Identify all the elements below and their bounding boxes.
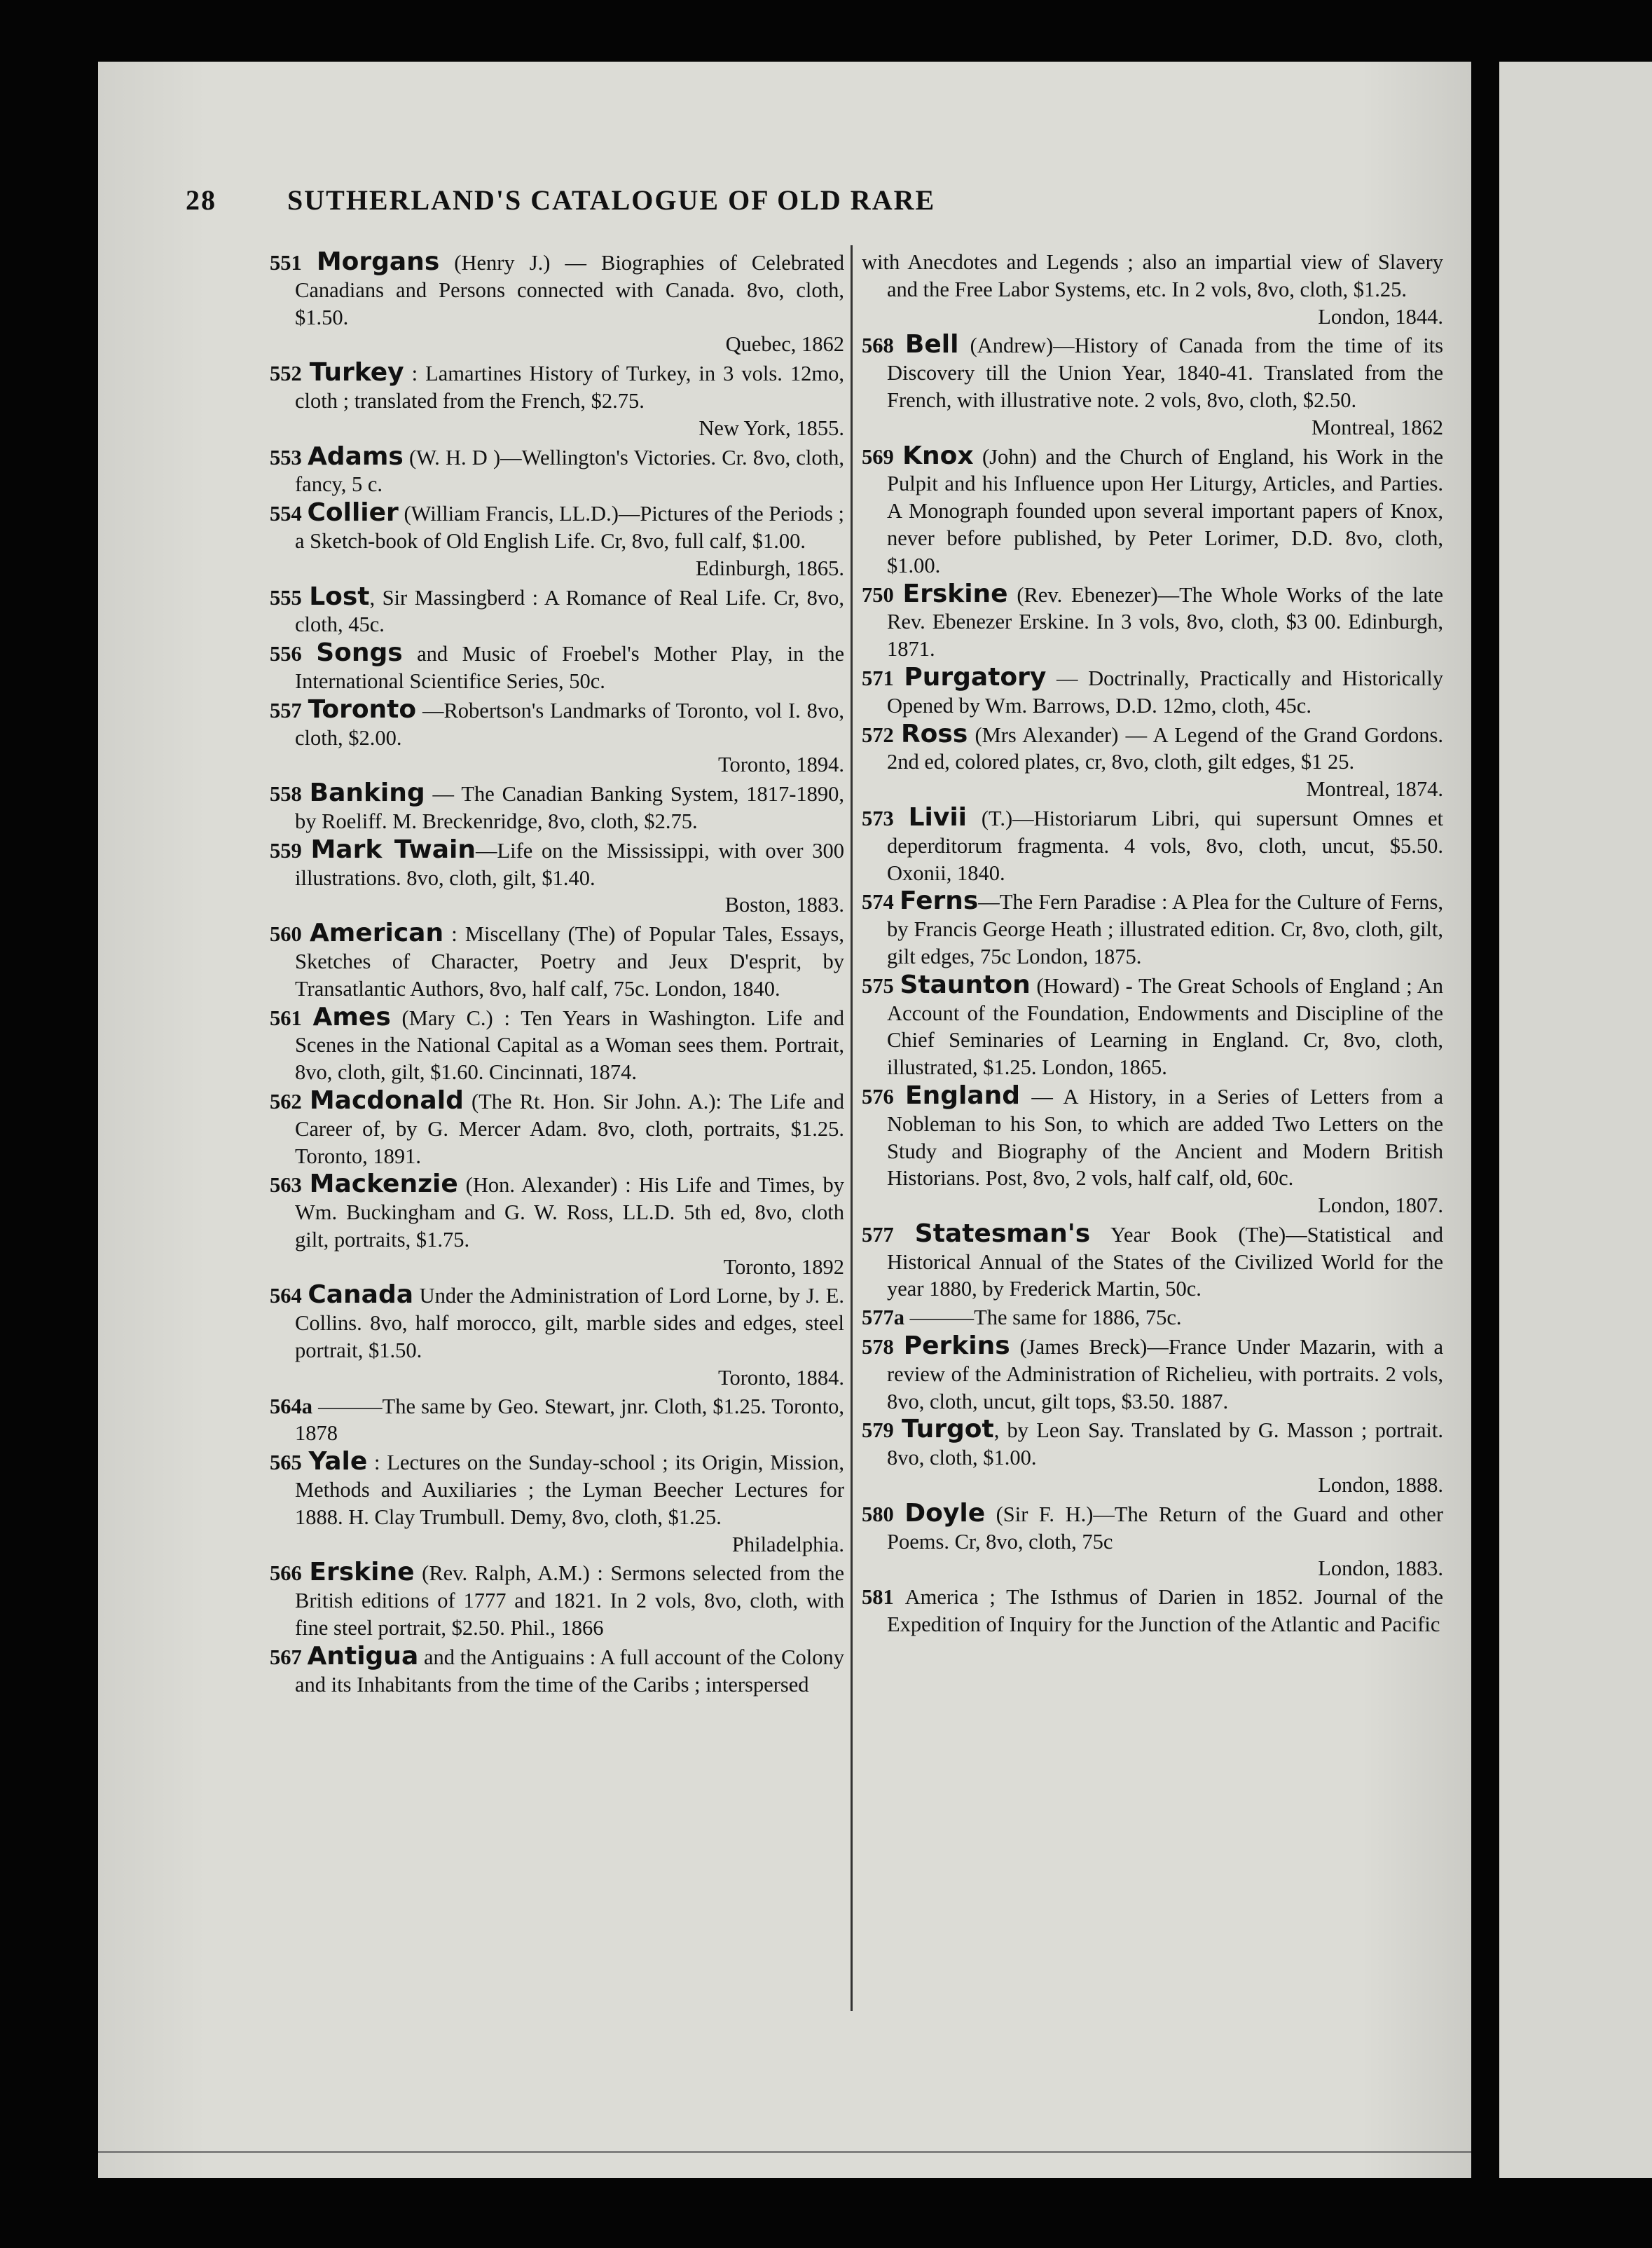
entry-description: (Sir F. H.)—The Return of the Guard and other Poems. Cr, 8vo, cloth, 75c: [887, 1502, 1444, 1554]
catalogue-entry: [270, 1282, 844, 1391]
entry-number: 562: [270, 1089, 310, 1113]
entry-keyword: Mark Twain: [310, 835, 476, 864]
entry-description: Under the Administration of Lord Lorne, by J. E. Collins. 8vo, half morocco, gilt, marble sides and edges, steel portrait, $1.50.: [295, 1284, 844, 1363]
entry-number: 566: [270, 1561, 310, 1586]
catalogue-entry: [270, 694, 844, 779]
catalogue-entry: [270, 1004, 844, 1086]
page-header: [186, 184, 1279, 219]
entry-number: 557: [270, 698, 308, 722]
entry-number: 578: [862, 1335, 904, 1359]
entry-keyword: Turkey: [309, 358, 404, 388]
entry-description: (Andrew)—History of Canada from the time of its Discovery till the Union Year, 1840-41. Translated from the French, with illustrative note. 2 vols, 8vo, cloth, $2.50.: [887, 334, 1444, 412]
entry-number: 581: [862, 1585, 905, 1610]
entry-description: , Sir Massingberd : A Romance of Real Life. Cr, 8vo, cloth, 45c.: [295, 585, 845, 637]
catalogue-entry: [862, 1221, 1443, 1303]
entry-description: —The Fern Paradise : A Plea for the Culture of Ferns, by Francis George Heath ; illustrated edition. Cr, 8vo, cloth, gilt, gilt edges, 75c London, 1875.: [887, 890, 1443, 968]
entry-keyword: Lost: [309, 582, 370, 611]
entry-number: 579: [862, 1418, 902, 1443]
entry-keyword: Antigua: [307, 1641, 419, 1671]
entry-place-date: Montreal, 1874.: [1306, 777, 1443, 802]
entry-keyword: Knox: [902, 441, 974, 470]
entry-number: 568: [862, 334, 905, 358]
catalogue-entry: [270, 1085, 844, 1170]
entry-description: (Henry J.) — Biographies of Celebrated Canadians and Persons connected with Canada. 8vo, cloth, $1.50.: [295, 251, 844, 329]
catalogue-entry: [270, 1559, 844, 1641]
entry-description: (William Francis, LL.D.)—Pictures of the Periods ; a Sketch-book of Old English Life. Cr, 8vo, full calf, $1.00.: [295, 502, 845, 553]
entry-description: (Howard) - The Great Schools of England ; An Account of the Foundation, Endowments and Discipline of the Chief Seminaries of Learning in England. Cr, 8vo, cloth, illustrated, $1.25. London, 1865.: [887, 973, 1444, 1080]
entry-keyword: Erskine: [309, 1558, 415, 1587]
catalogue-entry: [862, 721, 1443, 803]
entry-keyword: American: [309, 919, 444, 948]
entry-number: 569: [862, 444, 903, 469]
catalogue-entry: [862, 804, 1443, 886]
entry-place-date: Montreal, 1862: [1311, 415, 1443, 439]
entry-description: ———The same by Geo. Stewart, jnr. Cloth, $1.25. Toronto, 1878: [295, 1394, 844, 1446]
catalogue-entry: [862, 1333, 1443, 1415]
entry-keyword: Canada: [308, 1280, 414, 1310]
entry-keyword: Toronto: [308, 694, 417, 724]
catalogue-entry: [862, 331, 1443, 441]
entry-number: 574: [862, 890, 900, 914]
entry-keyword: Bell: [904, 330, 959, 359]
catalogue-entry: [270, 441, 844, 499]
entry-description: (W. H. D )—Wellington's Victories. Cr. 8vo, cloth, fancy, 5 c.: [295, 445, 844, 497]
entry-description: —Robertson's Landmarks of Toronto, vol I. 8vo, cloth, $2.00.: [295, 698, 844, 750]
entry-place-date: Toronto, 1894.: [717, 753, 844, 777]
adjacent-page-edge: [1499, 62, 1652, 2178]
entry-description: : Miscellany (The) of Popular Tales, Essays, Sketches of Character, Poetry and Jeux D'esprit, by Transatlantic Authors, 8vo, half calf, 75c. London, 1840.: [295, 922, 844, 1001]
entry-keyword: Statesman's: [914, 1219, 1091, 1248]
entry-keyword: Doyle: [904, 1498, 986, 1528]
entry-number: 577a: [862, 1305, 910, 1330]
entry-keyword: Adams: [307, 441, 404, 471]
entry-description: and the Antiguains : A full account of the Colony and its Inhabitants from the time of the Caribs ; interspersed: [295, 1645, 845, 1697]
entry-description: with Anecdotes and Legends ; also an impartial view of Slavery and the Free Labor Systems, etc. In 2 vols, 8vo, cloth, $1.25.: [862, 250, 1443, 301]
entry-description: : Lectures on the Sunday-school ; its Origin, Mission, Methods and Auxiliaries ; the Lyman Beecher Lectures for 1888. H. Clay Trumbull. Demy, 8vo, cloth, $1.25.: [295, 1451, 844, 1529]
catalogue-entry: [270, 1448, 844, 1558]
catalogue-entry: [270, 500, 844, 582]
entry-description: (Mary C.) : Ten Years in Washington. Life and Scenes in the National Capital as a Woman sees them. Portrait, 8vo, cloth, gilt, $1.60. Cincinnati, 1874.: [295, 1006, 844, 1085]
catalogue-entry: [270, 584, 844, 639]
entry-keyword: Collier: [307, 498, 399, 528]
entry-description: — Doctrinally, Practically and Historically Opened by Wm. Barrows, D.D. 12mo, cloth, 45c.: [887, 666, 1443, 718]
entry-place-date: London, 1807.: [1318, 1193, 1443, 1218]
entry-number: 559: [270, 838, 311, 863]
entry-number: 580: [862, 1502, 905, 1526]
catalogue-entry: [862, 249, 1443, 330]
middle-column: [862, 249, 1443, 1640]
catalogue-entry: [270, 640, 844, 695]
entry-keyword: Livii: [908, 802, 968, 832]
entry-description: America ; The Isthmus of Darien in 1852. Journal of the Expedition of Inquiry for the Junction of the Atlantic and Pacific: [887, 1585, 1444, 1637]
catalogue-entry: [862, 972, 1443, 1081]
entry-place-date: Philadelphia.: [731, 1532, 844, 1556]
entry-description: (James Breck)—France Under Mazarin, with a review of the Administration of Richelieu, with portraits. 2 vols, 8vo, cloth, uncut, gilt tops, $3.50. 1887.: [887, 1335, 1443, 1413]
entry-number: 571: [862, 666, 904, 690]
entry-description: —Life on the Mississippi, with over 300 illustrations. 8vo, cloth, gilt, $1.40.: [295, 838, 845, 890]
entry-description: — A History, in a Series of Letters from a Nobleman to his Son, to which are added Two Letters on the Study and Biography of the Ancient and Modern British Historians. Post, 8vo, 2 vols, half calf, old, 60c.: [887, 1084, 1444, 1191]
entry-description: , by Leon Say. Translated by G. Masson ; portrait. 8vo, cloth, $1.00.: [887, 1418, 1443, 1470]
catalogue-entry: [270, 837, 844, 919]
entry-keyword: Ames: [312, 1002, 391, 1032]
catalogue-entry: [862, 443, 1443, 580]
entry-description: : Lamartines History of Turkey, in 3 vols. 12mo, cloth ; translated from the French, $2.75.: [295, 362, 845, 413]
entry-number: 561: [270, 1006, 313, 1030]
entry-keyword: Macdonald: [309, 1085, 464, 1115]
entry-number: 560: [270, 922, 310, 947]
entry-keyword: Perkins: [903, 1331, 1010, 1361]
catalogue-entry: [862, 581, 1443, 663]
entry-number: 556: [270, 642, 317, 666]
entry-number: 555: [270, 585, 310, 610]
entry-number: 552: [270, 362, 310, 386]
catalogue-entry: [270, 920, 844, 1002]
entry-description: — The Canadian Banking System, 1817-1890, by Roeliff. M. Breckenridge, 8vo, cloth, $2.75.: [295, 782, 845, 833]
entry-number: 564a: [270, 1394, 319, 1418]
entry-place-date: London, 1883.: [1318, 1556, 1443, 1581]
catalogue-entry: [862, 1304, 1443, 1331]
catalogue-entry: [862, 1083, 1443, 1219]
entry-number: 572: [862, 722, 901, 747]
catalogue-entry: [270, 1393, 844, 1448]
entry-keyword: Turgot: [901, 1415, 994, 1444]
entry-description: (Rev. Ralph, A.M.) : Sermons selected from the British editions of 1777 and 1821. In 2 vols, 8vo, cloth, with fine steel portrait, $2.50. Phil., 1866: [295, 1561, 844, 1640]
entry-number: 575: [862, 973, 900, 998]
entry-description: Year Book (The)—Statistical and Historical Annual of the States of the Civilized World for the year 1880, by Frederick Martin, 50c.: [887, 1222, 1443, 1301]
entry-number: 576: [862, 1084, 906, 1109]
entry-number: 558: [270, 782, 310, 807]
entry-place-date: Edinburgh, 1865.: [695, 556, 844, 580]
entry-description: (John) and the Church of England, his Work in the Pulpit and his Influence upon Her Liturgy, Articles, and Parties. A Monograph founded upon several important papers of Knox, never before published, by Peter Lorimer, D.D. 8vo, cloth, $1.00.: [887, 444, 1443, 577]
left-column: [270, 249, 844, 1699]
entry-description: (Hon. Alexander) : His Life and Times, by Wm. Buckingham and G. W. Ross, LL.D. 5th ed, 8vo, cloth gilt, portraits, $1.75.: [295, 1173, 845, 1252]
entry-place-date: London, 1888.: [1318, 1473, 1443, 1497]
entry-place-date: London, 1844.: [1318, 304, 1443, 329]
entry-description: (T.)—Historiarum Libri, qui supersunt Omnes et deperditorum fragmenta. 4 vols, 8vo, cloth, uncut, $5.50. Oxonii, 1840.: [887, 806, 1444, 885]
catalogue-entry: [862, 888, 1443, 970]
entry-place-date: New York, 1855.: [698, 416, 844, 440]
entry-description: ———The same for 1886, 75c.: [909, 1305, 1182, 1330]
entry-description: (Mrs Alexander) — A Legend of the Grand Gordons. 2nd ed, colored plates, cr, 8vo, cloth, gilt edges, $1 25.: [887, 722, 1443, 774]
entry-keyword: Erskine: [902, 579, 1008, 608]
entry-keyword: Purgatory: [904, 662, 1047, 692]
entry-place-date: Toronto, 1884.: [717, 1365, 844, 1390]
entry-keyword: Ross: [900, 719, 968, 748]
entry-number: 563: [270, 1173, 310, 1198]
catalogue-entry: [270, 249, 844, 358]
catalogue-entry: [270, 359, 844, 441]
entry-place-date: Quebec, 1862: [725, 332, 844, 357]
entry-keyword: Morgans: [316, 247, 440, 276]
entry-keyword: Yale: [308, 1447, 368, 1476]
entry-place-date: Boston, 1883.: [724, 893, 844, 917]
catalogue-entry: [862, 1416, 1443, 1498]
entry-description: (The Rt. Hon. Sir John. A.): The Life and Career of, by G. Mercer Adam. 8vo, cloth, portraits, $1.25. Toronto, 1891.: [295, 1089, 844, 1168]
entry-keyword: England: [905, 1081, 1021, 1110]
entry-number: 553: [270, 445, 308, 470]
entry-number: 551: [270, 251, 317, 275]
catalogue-entry: [862, 1500, 1443, 1582]
entry-number: 750: [862, 582, 903, 607]
catalogue-entry: [270, 780, 844, 835]
entry-number: 577: [862, 1222, 915, 1247]
entry-description: and Music of Froebel's Mother Play, in the International Scientifice Series, 50c.: [295, 642, 844, 693]
column-divider: [851, 245, 853, 2011]
entry-keyword: Ferns: [899, 886, 979, 916]
entry-number: 565: [270, 1451, 309, 1475]
entry-number: 567: [270, 1645, 308, 1669]
catalogue-entry: [270, 1643, 844, 1699]
page-title: SUTHERLAND'S CATALOGUE OF OLD RARE: [287, 184, 936, 216]
entry-keyword: Songs: [316, 638, 403, 668]
entry-number: 564: [270, 1284, 308, 1308]
entry-number: 554: [270, 502, 308, 526]
catalogue-entry: [862, 1584, 1443, 1638]
entry-keyword: Banking: [309, 779, 425, 808]
page-number: 28: [186, 184, 216, 216]
entry-keyword: Mackenzie: [309, 1170, 458, 1199]
entry-number: 573: [862, 806, 909, 830]
scan-artifact-line: [98, 2151, 1471, 2153]
entry-keyword: Staunton: [900, 970, 1031, 999]
catalogue-entry: [862, 664, 1443, 720]
entry-place-date: Toronto, 1892: [723, 1254, 844, 1279]
catalogue-entry: [270, 1171, 844, 1280]
entry-description: (Rev. Ebenezer)—The Whole Works of the late Rev. Ebenezer Erskine. In 3 vols, 8vo, cloth, $3 00. Edinburgh, 1871.: [887, 582, 1444, 662]
